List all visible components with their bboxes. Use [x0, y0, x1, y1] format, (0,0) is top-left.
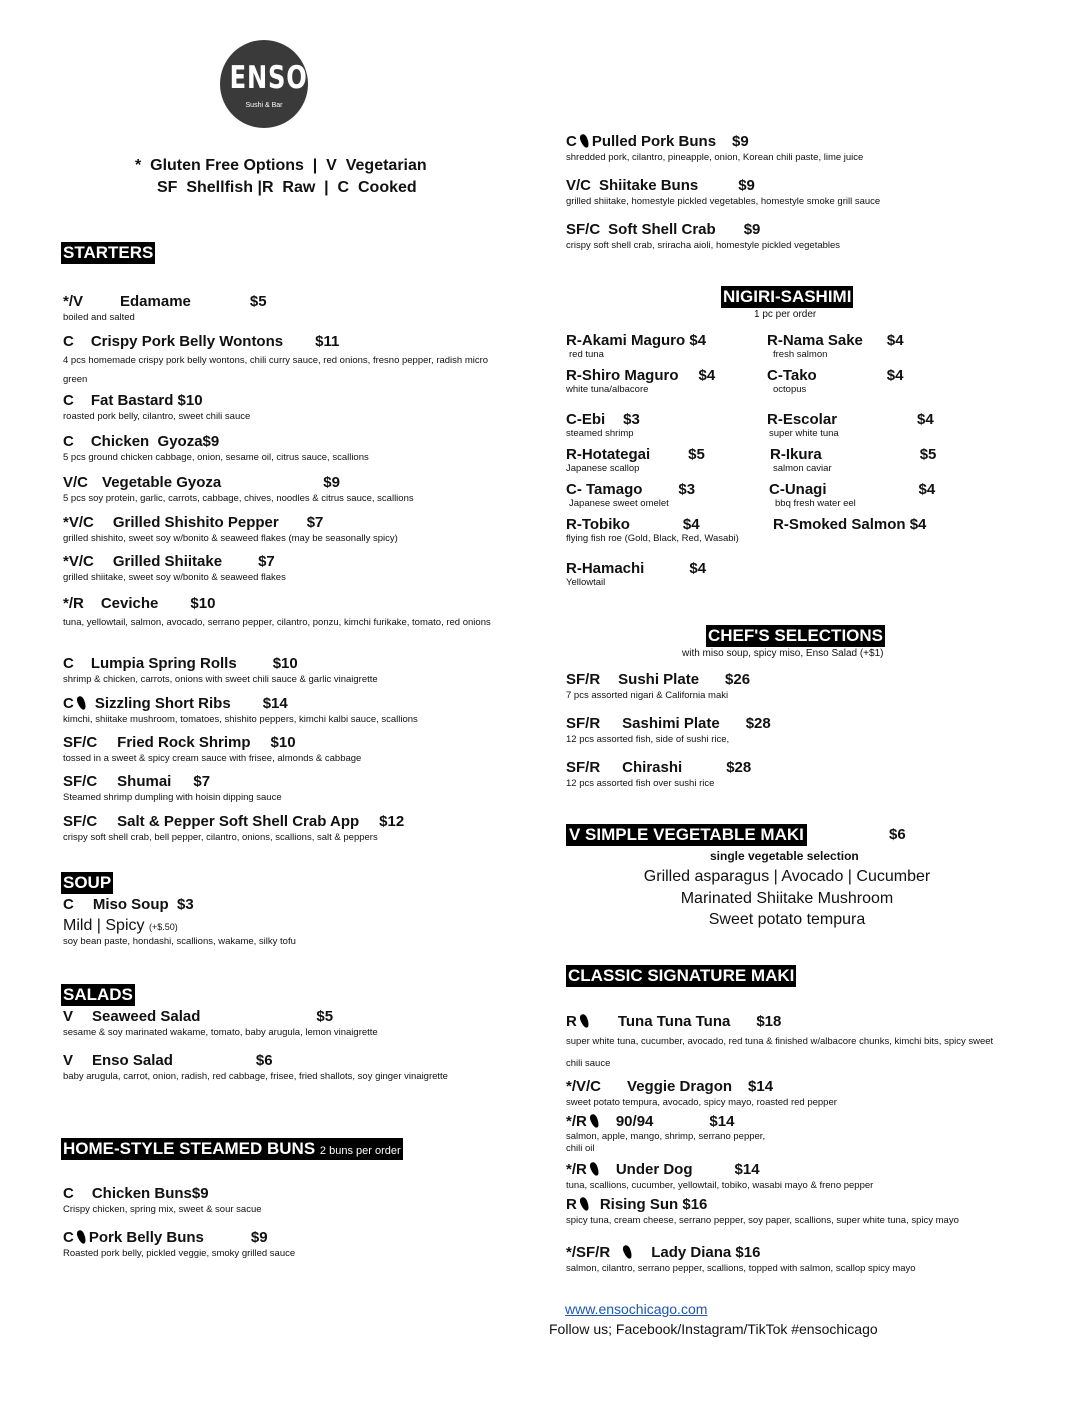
item-name: Enso Salad: [92, 1052, 173, 1069]
item-code: */V/C: [566, 1078, 602, 1095]
item-name: Veggie Dragon: [627, 1078, 733, 1095]
menu-item: [566, 1078, 837, 1109]
chili-pepper-icon: [588, 1161, 600, 1177]
item-price: $10: [190, 595, 216, 612]
menu-item: [63, 896, 296, 948]
item-name: Crispy Pork Belly Wontons: [90, 333, 284, 350]
item-price: $4: [689, 332, 707, 349]
menu-item: [63, 1008, 378, 1039]
item-name: C-Unagi: [769, 481, 827, 498]
item-code: C: [63, 333, 74, 350]
nigiri-item: [566, 367, 715, 395]
item-desc: 5 pcs soy protein, garlic, carrots, cabbage, chives, noodles & citrus sauce, scallions: [63, 493, 414, 504]
starters-header: STARTERS: [63, 243, 154, 262]
menu-item: [63, 1052, 448, 1083]
veg-maki-line: Marinated Shiitake Mushroom: [680, 890, 894, 907]
soup-options: Mild | Spicy: [63, 917, 145, 934]
enso-logo: [220, 40, 308, 128]
menu-item: [63, 734, 361, 765]
item-code: SF/C: [63, 773, 98, 790]
item-name: Soft Shell Crab: [608, 221, 716, 238]
item-price: $18: [756, 1013, 782, 1030]
item-price: $26: [725, 671, 751, 688]
menu-item: [566, 1013, 1006, 1075]
chef-header: CHEF'S SELECTIONS: [708, 626, 884, 645]
item-name: R-Smoked Salmon: [773, 516, 906, 533]
item-name: Under Dog: [615, 1161, 693, 1178]
item-desc: super white tuna: [769, 428, 839, 439]
menu-item: [566, 133, 863, 164]
item-desc: kimchi, shiitake mushroom, tomatoes, shishito peppers, kimchi kalbi sauce, scallions: [63, 714, 418, 725]
menu-item: [63, 695, 418, 726]
item-name: Sizzling Short Ribs: [94, 695, 231, 712]
nigiri-item: [566, 332, 756, 360]
item-code: */SF/R: [566, 1244, 611, 1261]
menu-item: [566, 177, 880, 208]
item-name: R-Nama Sake: [767, 332, 863, 349]
item-name: R-Hamachi: [566, 560, 645, 577]
item-desc: grilled shishito, sweet soy w/bonito & seaweed flakes (may be seasonally spicy): [63, 533, 398, 544]
item-code: C: [63, 433, 74, 450]
item-code: SF/C: [63, 734, 98, 751]
item-name: R-Akami Maguro: [566, 332, 686, 349]
item-code: SF/R: [566, 715, 601, 732]
item-price: $4: [689, 560, 707, 577]
item-price: $5: [688, 446, 705, 463]
item-desc: fresh salmon: [773, 349, 828, 360]
item-name: Miso Soup: [92, 896, 169, 913]
item-price: $3: [177, 896, 194, 913]
menu-item: [63, 595, 503, 632]
nigiri-item: [566, 516, 739, 544]
item-code: SF/C: [63, 813, 98, 830]
item-price: $4: [917, 411, 934, 428]
item-price: $14: [709, 1113, 735, 1130]
item-desc: soy bean paste, hondashi, scallions, wakame, silky tofu: [63, 936, 296, 947]
veg-maki-line: Grilled asparagus | Avocado | Cucumber: [643, 868, 931, 885]
item-desc: 12 pcs assorted fish, side of sushi rice,: [566, 734, 730, 745]
item-code: C: [63, 1229, 74, 1246]
follow-us-text: Follow us; Facebook/Instagram/TikTok #ensochicago: [549, 1321, 878, 1337]
item-desc: tuna, scallions, cucumber, yellowtail, tobiko, wasabi mayo & freno pepper: [566, 1180, 874, 1191]
item-desc: salmon, apple, mango, shrimp, serrano pepper, chili oil: [566, 1131, 766, 1154]
nigiri-item: [767, 411, 934, 439]
item-price: $14: [734, 1161, 760, 1178]
buns-header: [61, 1138, 403, 1160]
item-code: V/C: [566, 177, 592, 194]
item-desc: Japanese sweet omelet: [569, 498, 669, 509]
item-price: $3: [623, 411, 640, 428]
logo-name: ENSO: [229, 60, 308, 96]
item-code: C: [63, 655, 74, 672]
item-price: $7: [258, 553, 275, 570]
menu-item: [63, 293, 267, 324]
item-name: Vegetable Gyoza: [102, 474, 222, 491]
item-code: *V/C: [63, 514, 94, 531]
item-code: V: [63, 1052, 74, 1069]
menu-item: [63, 553, 286, 584]
menu-item: [63, 813, 404, 844]
item-price: $14: [262, 695, 288, 712]
item-price: $5: [919, 446, 937, 463]
item-name: Chicken Gyoza: [90, 433, 203, 450]
item-desc: 4 pcs homemade crispy pork belly wontons, chili curry sauce, red onions, fresno pepper, radish micro green: [63, 355, 489, 385]
item-name: Seaweed Salad: [92, 1008, 201, 1025]
nigiri-item: [767, 332, 904, 360]
item-desc: grilled shiitake, homestyle pickled vegetables, homestyle smoke grill sauce: [566, 196, 881, 207]
chili-pepper-icon: [622, 1244, 634, 1260]
item-name: Ceviche: [100, 595, 159, 612]
item-desc: Roasted pork belly, pickled veggie, smoky grilled sauce: [63, 1248, 296, 1259]
item-name: 90/94: [615, 1113, 654, 1130]
item-desc: white tuna/albacore: [566, 384, 649, 395]
item-desc: Japanese scallop: [566, 463, 640, 474]
item-code: C: [63, 896, 74, 913]
item-name: R-Escolar: [767, 411, 838, 428]
nigiri-item: [566, 411, 640, 439]
soup-upcharge: (+$.50): [148, 922, 178, 932]
item-name: Chirashi: [622, 759, 683, 776]
menu-item: [566, 1244, 916, 1275]
menu-item: [566, 715, 771, 746]
item-desc: roasted pork belly, cilantro, sweet chili sauce: [63, 411, 251, 422]
item-name: Sushi Plate: [618, 671, 700, 688]
item-price: $9: [250, 1229, 268, 1246]
item-price: $14: [748, 1078, 774, 1095]
item-code: */R: [566, 1161, 587, 1178]
menu-item: [566, 1113, 776, 1155]
item-price: $28: [726, 759, 752, 776]
item-code: */R: [566, 1113, 587, 1130]
item-price: $12: [379, 813, 405, 830]
buns-title: HOME-STYLE STEAMED BUNS: [63, 1139, 316, 1158]
item-code: */R: [63, 595, 84, 612]
item-desc: boiled and salted: [63, 312, 135, 323]
item-price: $4: [909, 516, 927, 533]
item-desc: grilled shiitake, sweet soy w/bonito & seaweed flakes: [63, 572, 286, 583]
item-name: Grilled Shishito Pepper: [112, 514, 279, 531]
item-desc: steamed shrimp: [566, 428, 634, 439]
item-price: $3: [678, 481, 696, 498]
menu-item: [63, 655, 378, 686]
item-code: V/C: [63, 474, 89, 491]
item-code: *V/C: [63, 553, 94, 570]
item-desc: Crispy chicken, spring mix, sweet & sour sacue: [63, 1204, 262, 1215]
nigiri-item: [767, 367, 903, 395]
item-name: C- Tamago: [566, 481, 643, 498]
item-name: Lumpia Spring Rolls: [90, 655, 237, 672]
nigiri-item: [566, 446, 705, 474]
item-price: $4: [918, 481, 936, 498]
item-desc: crispy soft shell crab, sriracha aioli, homestyle pickled vegetables: [566, 240, 841, 251]
item-desc: 5 pcs ground chicken cabbage, onion, sesame oil, citrus sauce, scallions: [63, 452, 369, 463]
item-code: C: [63, 392, 74, 409]
item-code: R: [566, 1196, 577, 1213]
nigiri-note: 1 pc per order: [754, 309, 817, 320]
item-name: C-Ebi: [566, 411, 606, 428]
menu-item: [63, 433, 369, 464]
item-desc: baby arugula, carrot, onion, radish, red cabbage, frisee, fried shallots, soy ginger vinaigrette: [63, 1071, 448, 1082]
nigiri-item: [769, 481, 935, 509]
classic-header: CLASSIC SIGNATURE MAKI: [568, 966, 795, 985]
item-price: $9: [738, 177, 755, 194]
item-price: $16: [682, 1196, 708, 1213]
item-name: R-Shiro Maguro: [566, 367, 679, 384]
nigiri-item: [770, 446, 936, 474]
item-name: Shumai: [117, 773, 172, 790]
logo-tagline: Sushi & Bar: [245, 102, 283, 109]
item-code: SF/R: [566, 671, 601, 688]
item-code: C: [63, 695, 74, 712]
item-name: Edamame: [120, 293, 191, 310]
veg-maki-line: Sweet potato tempura: [708, 911, 866, 928]
chili-pepper-icon: [75, 1229, 87, 1245]
item-price: $10: [270, 734, 296, 751]
item-price: $9: [191, 1185, 209, 1202]
chili-pepper-icon: [578, 1196, 590, 1212]
menu-item: [566, 1161, 873, 1192]
item-desc: Yellowtail: [566, 577, 606, 588]
menu-item: [63, 474, 414, 505]
item-desc: super white tuna, cucumber, avocado, red tuna & finished w/albacore chunks, kimchi bits, spicy sweet chili sauce: [566, 1036, 994, 1069]
menu-item: [63, 392, 250, 423]
item-price: $5: [249, 293, 267, 310]
item-price: $9: [323, 474, 340, 491]
item-desc: tossed in a sweet & spicy cream sauce with frisee, almonds & cabbage: [63, 753, 362, 764]
item-price: $9: [743, 221, 761, 238]
item-price: $10: [272, 655, 298, 672]
menu-item: [566, 221, 840, 252]
item-desc: bbq fresh water eel: [775, 498, 856, 509]
menu-item: [63, 1185, 262, 1216]
item-price: $7: [306, 514, 324, 531]
item-code: */V: [63, 293, 84, 310]
legend-line-1: * Gluten Free Options | V Vegetarian: [135, 157, 427, 174]
item-price: $4: [682, 516, 700, 533]
menu-item: [63, 1229, 295, 1260]
item-code: SF/C: [566, 221, 601, 238]
item-price: $4: [698, 367, 716, 384]
nigiri-item: [566, 481, 695, 509]
item-desc: Steamed shrimp dumpling with hoisin dipping sauce: [63, 792, 282, 803]
item-price: $4: [886, 332, 904, 349]
item-code: C: [566, 133, 577, 150]
item-price: $28: [745, 715, 771, 732]
buns-note: 2 buns per order: [319, 1145, 401, 1157]
item-price: $10: [177, 392, 203, 409]
chef-note: with miso soup, spicy miso, Enso Salad (+$1): [682, 648, 884, 659]
nigiri-header: NIGIRI-SASHIMI: [723, 287, 852, 306]
legend-line-2: SF Shellfish |R Raw | C Cooked: [157, 179, 417, 196]
veg-maki-note: single vegetable selection: [710, 849, 859, 863]
item-name: R-Tobiko: [566, 516, 630, 533]
item-desc: shrimp & chicken, carrots, onions with sweet chili sauce & garlic vinaigrette: [63, 674, 378, 685]
item-desc: spicy tuna, cream cheese, serrano pepper, soy paper, scallions, super white tuna, spicy mayo: [566, 1215, 959, 1226]
website-link[interactable]: www.ensochicago.com: [565, 1301, 708, 1317]
item-name: Rising Sun: [599, 1196, 679, 1213]
soup-header: SOUP: [63, 873, 112, 892]
nigiri-item: [566, 560, 706, 588]
item-desc: sesame & soy marinated wakame, tomato, baby arugula, lemon vinaigrette: [63, 1027, 378, 1038]
chili-pepper-icon: [75, 695, 87, 711]
item-price: $4: [886, 367, 904, 384]
chili-pepper-icon: [588, 1113, 600, 1129]
item-desc: 7 pcs assorted nigari & California maki: [566, 690, 729, 701]
item-name: Sashimi Plate: [622, 715, 720, 732]
item-name: R-Hotategai: [566, 446, 651, 463]
item-desc: red tuna: [569, 349, 604, 360]
item-desc: flying fish roe (Gold, Black, Red, Wasabi): [566, 533, 739, 544]
item-code: C: [63, 1185, 74, 1202]
item-name: Shiitake Buns: [599, 177, 699, 194]
item-price: $16: [735, 1244, 761, 1261]
item-name: Fat Bastard: [90, 392, 174, 409]
item-name: Pork Belly Buns: [88, 1229, 204, 1246]
menu-item: [63, 773, 282, 804]
item-price: $9: [202, 433, 220, 450]
menu-item: [566, 1196, 959, 1227]
menu-item: [63, 514, 398, 545]
item-desc: 12 pcs assorted fish over sushi rice: [566, 778, 715, 789]
item-desc: octopus: [773, 384, 807, 395]
item-name: Chicken Buns: [91, 1185, 192, 1202]
item-name: Pulled Pork Buns: [591, 133, 717, 150]
item-name: Fried Rock Shrimp: [117, 734, 251, 751]
item-desc: salmon, cilantro, serrano pepper, scallions, topped with salmon, scallop spicy mayo: [566, 1263, 916, 1274]
item-name: Salt & Pepper Soft Shell Crab App: [117, 813, 360, 830]
item-desc: tuna, yellowtail, salmon, avocado, serrano pepper, cilantro, ponzu, kimchi furikake, tomato, red onions: [63, 617, 491, 628]
item-name: Tuna Tuna Tuna: [617, 1013, 731, 1030]
item-code: SF/R: [566, 759, 601, 776]
item-name: C-Tako: [767, 367, 817, 384]
item-desc: salmon caviar: [773, 463, 832, 474]
chili-pepper-icon: [578, 133, 590, 149]
item-price: $5: [316, 1008, 334, 1025]
menu-item: [566, 759, 751, 790]
item-desc: shredded pork, cilantro, pineapple, onion, Korean chili paste, lime juice: [566, 152, 864, 163]
menu-item: [63, 333, 503, 389]
item-name: R-Ikura: [770, 446, 822, 463]
item-name: Lady Diana: [651, 1244, 732, 1261]
item-name: Grilled Shiitake: [112, 553, 223, 570]
item-code: R: [566, 1013, 577, 1030]
item-price: $7: [193, 773, 211, 790]
item-code: V: [63, 1008, 74, 1025]
item-price: $11: [315, 333, 340, 350]
menu-item: [566, 671, 750, 702]
salads-header: SALADS: [63, 985, 133, 1004]
item-price: $9: [732, 133, 749, 150]
chili-pepper-icon: [578, 1013, 590, 1029]
item-desc: sweet potato tempura, avocado, spicy mayo, roasted red pepper: [566, 1097, 837, 1108]
veg-maki-header: V SIMPLE VEGETABLE MAKI: [566, 824, 807, 846]
item-price: $6: [255, 1052, 273, 1069]
item-desc: crispy soft shell crab, bell pepper, cilantro, onions, scallions, salt & peppers: [63, 832, 378, 843]
nigiri-item: [773, 516, 926, 533]
veg-maki-price: $6: [889, 826, 906, 843]
